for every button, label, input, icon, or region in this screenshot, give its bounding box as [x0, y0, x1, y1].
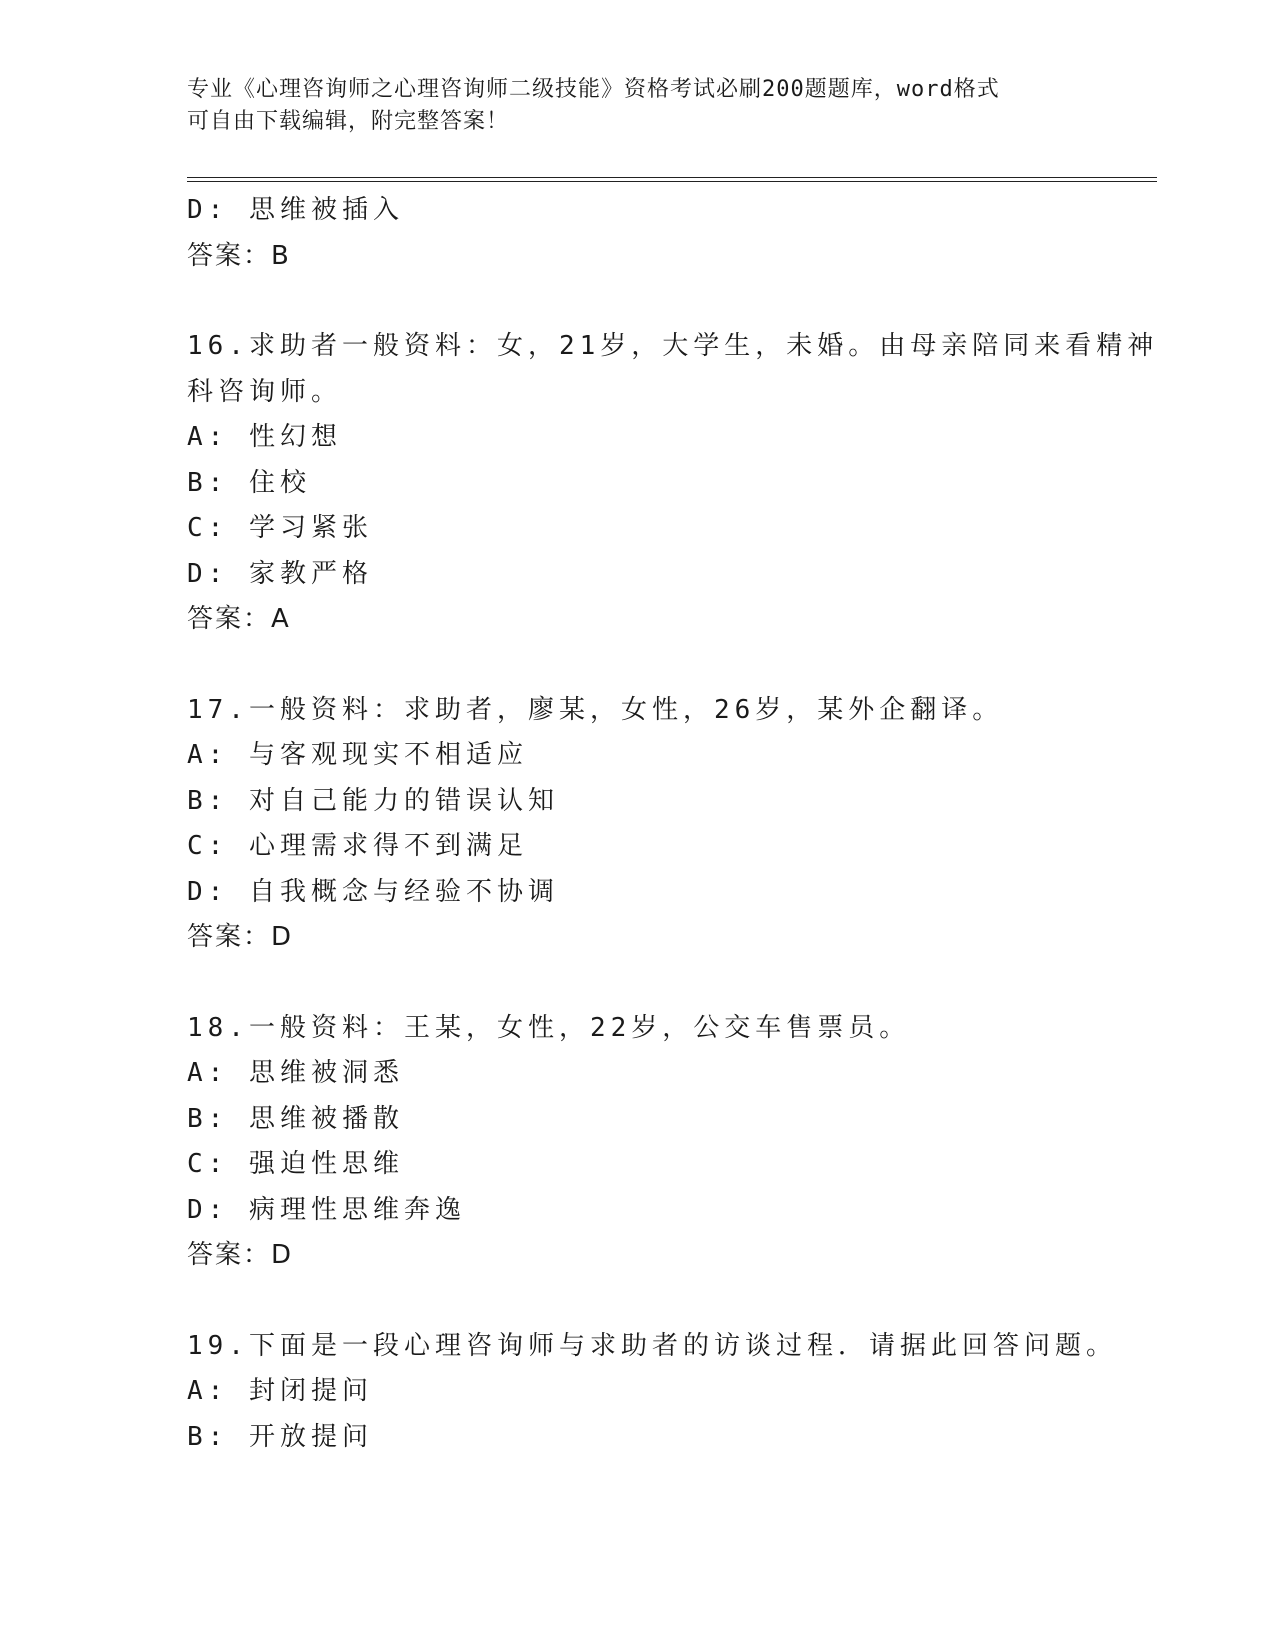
option-d: D: 自我概念与经验不协调: [187, 876, 559, 907]
answer-line: 答案：A: [187, 604, 291, 634]
option-c: C: 强迫性思维: [187, 1149, 404, 1179]
option-b: B: 开放提问: [187, 1421, 373, 1452]
document-header: [187, 74, 1087, 138]
question-stem: 17.一般资料：求助者，廖某，女性，26岁，某外企翻译。: [187, 694, 1004, 725]
question-content: [187, 188, 1157, 1460]
option-d: D: 病理性思维奔逸: [187, 1194, 466, 1225]
option-b: B: 思维被播散: [187, 1103, 404, 1134]
option-b: B: 住校: [187, 467, 311, 498]
question-17: [187, 688, 1157, 961]
header-title-line-1: 专业《心理咨询师之心理咨询师二级技能》资格考试必刷200题题库，word格式: [187, 77, 1000, 102]
answer-line: 答案：D: [187, 1240, 294, 1270]
option-c: C: 心理需求得不到满足: [187, 831, 528, 861]
option-d: D: 家教严格: [187, 558, 373, 589]
question-stem: 19.下面是一段心理咨询师与求助者的访谈过程．请据此回答问题。: [187, 1330, 1117, 1361]
question-16: [187, 324, 1157, 643]
carryover-block: [187, 188, 1157, 279]
option-a: A: 思维被洞悉: [187, 1058, 404, 1088]
option-d: D: 思维被插入: [187, 195, 404, 225]
option-b: B: 对自己能力的错误认知: [187, 785, 559, 816]
question-stem: 16.求助者一般资料：女，21岁，大学生，未婚。由母亲陪同来看精神: [187, 331, 1159, 361]
answer-line: 答案：B: [187, 240, 291, 271]
option-a: A: 封闭提问: [187, 1376, 373, 1406]
option-a: A: 性幻想: [187, 422, 342, 452]
question-stem-continued: 科咨询师。: [187, 376, 343, 407]
question-19: [187, 1324, 1157, 1461]
header-title-line-2: 可自由下载编辑，附完整答案！: [187, 109, 510, 134]
answer-line: 答案：D: [187, 922, 294, 952]
question-18: [187, 1006, 1157, 1279]
question-stem: 18.一般资料：王某，女性，22岁，公交车售票员。: [187, 1012, 911, 1043]
option-c: C: 学习紧张: [187, 513, 373, 543]
option-a: A: 与客观现实不相适应: [187, 740, 528, 770]
header-divider: [187, 177, 1157, 182]
